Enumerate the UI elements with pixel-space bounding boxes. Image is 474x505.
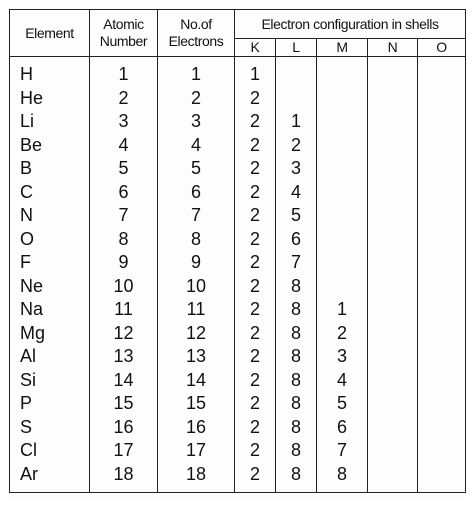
header-atomic-number-line1: Atomic [103,16,144,32]
cell-element-symbol: O [10,228,90,252]
cell-shell-l: 8 [276,345,317,369]
cell-element-symbol: Ne [10,275,90,299]
cell-shell-o [418,110,466,134]
cell-shell-k: 2 [235,275,276,299]
cell-shell-o [418,57,466,87]
cell-shell-k: 2 [235,416,276,440]
cell-element-symbol: Na [10,298,90,322]
cell-shell-n [368,87,418,111]
cell-shell-k: 2 [235,251,276,275]
cell-shell-n [368,204,418,228]
cell-shell-l: 5 [276,204,317,228]
cell-shell-o [418,228,466,252]
header-atomic-number [90,10,158,57]
cell-shell-k: 2 [235,157,276,181]
cell-shell-m [317,251,368,275]
cell-shell-m [317,134,368,158]
cell-shell-o [418,251,466,275]
cell-shell-k: 2 [235,322,276,346]
cell-element-symbol: Si [10,369,90,393]
header-shell-k: K [235,39,276,57]
cell-shell-k: 2 [235,204,276,228]
cell-shell-n [368,228,418,252]
cell-element-symbol: H [10,57,90,87]
cell-element-symbol: Cl [10,439,90,463]
cell-shell-m: 7 [317,439,368,463]
cell-shell-m: 5 [317,392,368,416]
cell-electron-count: 7 [158,204,235,228]
cell-electron-count: 10 [158,275,235,299]
table-row [10,439,466,463]
cell-shell-k: 2 [235,463,276,493]
table-row [10,322,466,346]
header-electrons [158,10,235,57]
table-row [10,275,466,299]
cell-element-symbol: P [10,392,90,416]
table-row [10,369,466,393]
cell-element-symbol: Be [10,134,90,158]
cell-element-symbol: F [10,251,90,275]
cell-shell-n [368,298,418,322]
cell-element-symbol: Ar [10,463,90,493]
cell-element-symbol: B [10,157,90,181]
cell-shell-l: 8 [276,275,317,299]
cell-element-symbol: Li [10,110,90,134]
header-shell-m: M [317,39,368,57]
cell-shell-o [418,463,466,493]
cell-shell-l: 8 [276,416,317,440]
cell-shell-o [418,134,466,158]
cell-shell-l: 8 [276,392,317,416]
cell-electron-count: 8 [158,228,235,252]
cell-atomic-number: 14 [90,369,158,393]
table-row [10,251,466,275]
cell-shell-m [317,204,368,228]
cell-atomic-number: 11 [90,298,158,322]
table-row [10,204,466,228]
header-atomic-number-line2: Number [99,33,148,49]
cell-shell-k: 2 [235,87,276,111]
cell-shell-l [276,87,317,111]
cell-shell-n [368,134,418,158]
table-row [10,345,466,369]
header-electrons-line1: No.of [180,16,212,32]
cell-shell-o [418,345,466,369]
cell-electron-count: 6 [158,181,235,205]
cell-shell-n [368,392,418,416]
cell-shell-l: 3 [276,157,317,181]
table-row [10,228,466,252]
cell-shell-o [418,369,466,393]
header-shell-n: N [368,39,418,57]
cell-electron-count: 12 [158,322,235,346]
cell-shell-l: 8 [276,369,317,393]
cell-shell-n [368,322,418,346]
cell-electron-count: 9 [158,251,235,275]
header-electrons-line2: Electrons [168,33,224,49]
cell-atomic-number: 2 [90,87,158,111]
table-sheet [9,9,465,501]
cell-shell-k: 2 [235,134,276,158]
cell-element-symbol: Mg [10,322,90,346]
table-row [10,110,466,134]
table-row [10,57,466,87]
cell-atomic-number: 16 [90,416,158,440]
table-row [10,134,466,158]
table-row [10,157,466,181]
cell-shell-m [317,275,368,299]
cell-shell-k: 2 [235,439,276,463]
cell-shell-m [317,181,368,205]
cell-electron-count: 16 [158,416,235,440]
cell-shell-k: 2 [235,369,276,393]
cell-shell-o [418,87,466,111]
cell-atomic-number: 10 [90,275,158,299]
table-row [10,463,466,493]
cell-electron-count: 18 [158,463,235,493]
cell-shell-m: 4 [317,369,368,393]
cell-electron-count: 11 [158,298,235,322]
cell-shell-m: 8 [317,463,368,493]
cell-shell-m: 3 [317,345,368,369]
cell-shell-l: 2 [276,134,317,158]
cell-shell-o [418,275,466,299]
cell-atomic-number: 5 [90,157,158,181]
cell-shell-k: 2 [235,298,276,322]
cell-electron-count: 17 [158,439,235,463]
cell-atomic-number: 15 [90,392,158,416]
header-shell-o: O [418,39,466,57]
cell-shell-o [418,181,466,205]
cell-electron-count: 13 [158,345,235,369]
cell-shell-m [317,87,368,111]
cell-element-symbol: C [10,181,90,205]
cell-shell-m [317,110,368,134]
cell-shell-o [418,204,466,228]
cell-electron-count: 5 [158,157,235,181]
cell-shell-n [368,369,418,393]
cell-atomic-number: 12 [90,322,158,346]
cell-atomic-number: 1 [90,57,158,87]
cell-shell-n [368,57,418,87]
cell-shell-l: 1 [276,110,317,134]
table-body [10,57,466,493]
cell-shell-o [418,322,466,346]
cell-shell-o [418,416,466,440]
cell-electron-count: 14 [158,369,235,393]
cell-shell-n [368,463,418,493]
cell-shell-n [368,439,418,463]
cell-electron-count: 4 [158,134,235,158]
cell-shell-n [368,345,418,369]
cell-shell-n [368,181,418,205]
cell-shell-m: 2 [317,322,368,346]
cell-shell-m [317,157,368,181]
cell-shell-k: 2 [235,228,276,252]
cell-atomic-number: 6 [90,181,158,205]
cell-shell-k: 2 [235,181,276,205]
cell-shell-l: 6 [276,228,317,252]
cell-shell-o [418,439,466,463]
cell-shell-k: 1 [235,57,276,87]
cell-electron-count: 2 [158,87,235,111]
cell-shell-l [276,57,317,87]
cell-atomic-number: 8 [90,228,158,252]
cell-shell-n [368,157,418,181]
cell-atomic-number: 7 [90,204,158,228]
cell-electron-count: 15 [158,392,235,416]
electron-configuration-table [9,9,466,493]
cell-atomic-number: 13 [90,345,158,369]
cell-shell-l: 8 [276,463,317,493]
cell-shell-n [368,110,418,134]
cell-shell-k: 2 [235,345,276,369]
table-row [10,416,466,440]
cell-shell-k: 2 [235,392,276,416]
cell-atomic-number: 3 [90,110,158,134]
cell-shell-o [418,298,466,322]
header-config-group: Electron configuration in shells [235,10,466,39]
cell-electron-count: 1 [158,57,235,87]
cell-shell-k: 2 [235,110,276,134]
table-row [10,87,466,111]
cell-shell-m [317,57,368,87]
cell-element-symbol: N [10,204,90,228]
cell-shell-n [368,251,418,275]
cell-electron-count: 3 [158,110,235,134]
cell-shell-l: 8 [276,322,317,346]
cell-atomic-number: 17 [90,439,158,463]
cell-shell-o [418,392,466,416]
cell-shell-n [368,416,418,440]
cell-shell-n [368,275,418,299]
cell-atomic-number: 18 [90,463,158,493]
header-shell-l: L [276,39,317,57]
cell-shell-m [317,228,368,252]
cell-shell-l: 7 [276,251,317,275]
cell-element-symbol: He [10,87,90,111]
cell-shell-l: 4 [276,181,317,205]
cell-shell-l: 8 [276,298,317,322]
cell-shell-m: 1 [317,298,368,322]
table-row [10,181,466,205]
cell-shell-m: 6 [317,416,368,440]
cell-shell-l: 8 [276,439,317,463]
table-row [10,298,466,322]
header-element: Element [10,10,90,57]
table-row [10,392,466,416]
cell-atomic-number: 9 [90,251,158,275]
cell-element-symbol: Al [10,345,90,369]
cell-element-symbol: S [10,416,90,440]
cell-shell-o [418,157,466,181]
cell-atomic-number: 4 [90,134,158,158]
